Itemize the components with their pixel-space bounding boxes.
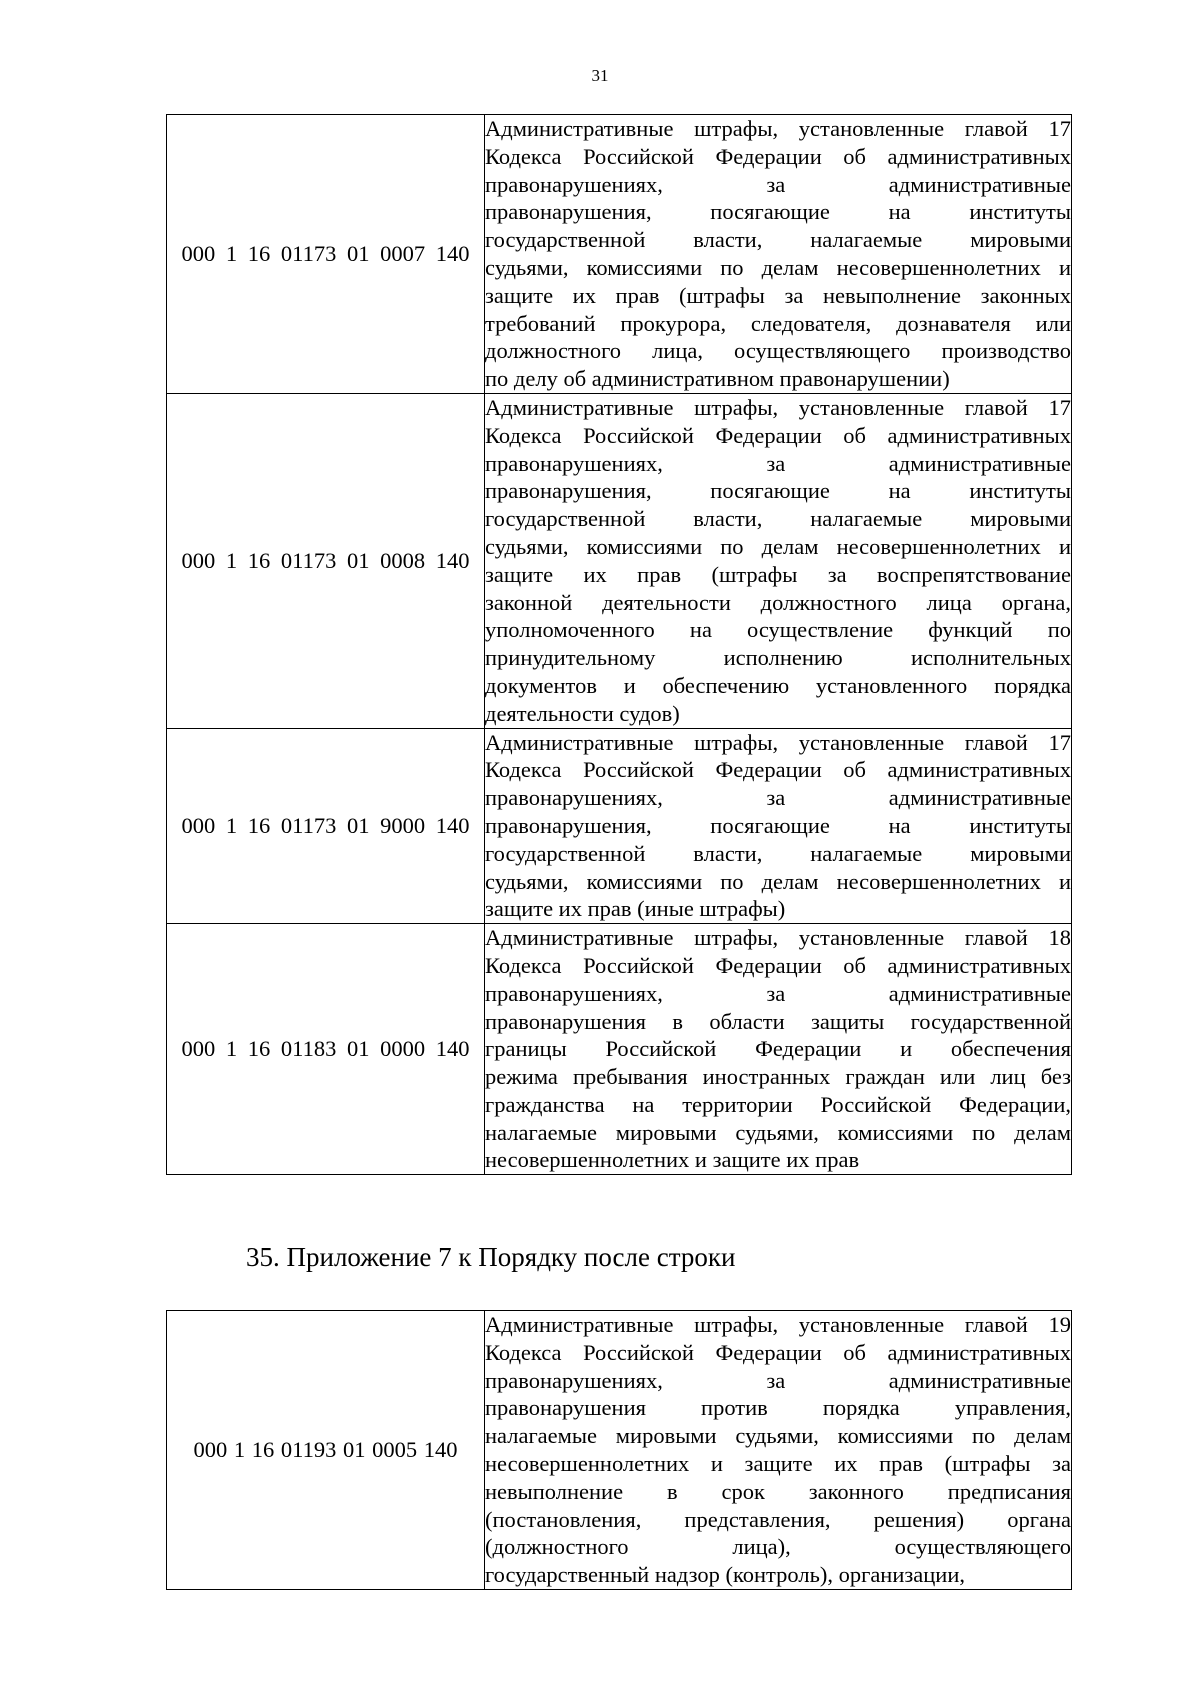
table-row [167, 1311, 1072, 1590]
table-row [167, 728, 1072, 924]
table-row [167, 115, 1072, 394]
section-heading: 35. Приложение 7 к Порядку после строки [246, 1242, 736, 1272]
table-body-bottom [167, 1311, 1072, 1590]
description-line: судьями, комиссиями по делам несовершеннолетних и [485, 533, 1071, 559]
description-line: правонарушения, посягающие на институты [485, 199, 1071, 225]
description-line: уполномоченного на осуществление функций по [485, 617, 1071, 643]
description-line: правонарушениях, за административные [485, 171, 1071, 197]
description-line: режима пребывания иностранных граждан или лиц без [485, 1064, 1071, 1090]
description-line: налагаемые мировыми судьями, комиссиями по делам [485, 1423, 1071, 1449]
description-line: документов и обеспечению установленного порядка [485, 672, 1071, 698]
description-line: правонарушения против порядка управления, [485, 1395, 1071, 1421]
description-line: судьями, комиссиями по делам несовершеннолетних и [485, 254, 1071, 280]
description-line: налагаемые мировыми судьями, комиссиями по делам [485, 1119, 1071, 1145]
description-line: правонарушениях, за административные [485, 1367, 1071, 1393]
budget-classification-code: 000 1 16 01173 01 0008 140 [167, 393, 485, 728]
description-line: требований прокурора, следователя, дознавателя или [485, 310, 1071, 336]
budget-codes-table-top [166, 114, 1072, 1175]
description-line: невыполнение в срок законного предписания [485, 1478, 1071, 1504]
description-line: защите их прав (иные штрафы) [485, 896, 786, 922]
budget-classification-code: 000 1 16 01183 01 0000 140 [167, 924, 485, 1175]
description-line: правонарушения, посягающие на институты [485, 812, 1071, 838]
description-line: должностного лица, осуществляющего производство [485, 338, 1071, 364]
budget-codes-table-bottom [166, 1310, 1072, 1590]
revenue-description [485, 924, 1072, 1175]
description-line: Административные штрафы, установленные главой 19 [485, 1312, 1071, 1337]
description-line: несовершеннолетних и защите их прав [485, 1147, 860, 1173]
description-line: деятельности судов) [485, 700, 680, 726]
table-row [167, 393, 1072, 728]
description-line: правонарушениях, за административные [485, 450, 1071, 476]
table-row [167, 924, 1072, 1175]
budget-classification-code: 000 1 16 01193 01 0005 140 [167, 1311, 485, 1590]
description-line: Кодекса Российской Федерации об административных [485, 422, 1071, 448]
description-line: Административные штрафы, установленные главой 17 [485, 116, 1071, 141]
description-line: государственной власти, налагаемые мировыми [485, 840, 1071, 866]
page-number: 31 [591, 66, 609, 85]
revenue-description [485, 1311, 1072, 1590]
description-line: государственной власти, налагаемые мировыми [485, 227, 1071, 253]
description-line: Административные штрафы, установленные главой 17 [485, 729, 1071, 755]
description-line: правонарушения, посягающие на институты [485, 478, 1071, 504]
description-line: Административные штрафы, установленные главой 17 [485, 394, 1071, 420]
description-line: законной деятельности должностного лица органа, [485, 589, 1071, 615]
description-line: по делу об административном правонарушении) [485, 366, 950, 392]
revenue-description [485, 393, 1072, 728]
description-line: Кодекса Российской Федерации об административных [485, 1339, 1071, 1365]
description-line: защите их прав (штрафы за невыполнение законных [485, 282, 1071, 308]
revenue-description [485, 115, 1072, 394]
description-line: (должностного лица), осуществляющего [485, 1534, 1071, 1560]
description-line: Административные штрафы, установленные главой 18 [485, 925, 1071, 951]
description-line: государственный надзор (контроль), организации, [485, 1562, 966, 1588]
description-line: гражданства на территории Российской Федерации, [485, 1091, 1071, 1117]
description-line: правонарушения в области защиты государственной [485, 1008, 1071, 1034]
table-body-top [167, 115, 1072, 1175]
description-line: границы Российской Федерации и обеспечения [485, 1036, 1071, 1062]
description-line: Кодекса Российской Федерации об административных [485, 143, 1071, 169]
description-line: принудительному исполнению исполнительных [485, 645, 1071, 671]
description-line: правонарушениях, за административные [485, 980, 1071, 1006]
description-line: Кодекса Российской Федерации об административных [485, 757, 1071, 783]
description-line: защите их прав (штрафы за воспрепятствование [485, 561, 1071, 587]
budget-classification-code: 000 1 16 01173 01 0007 140 [167, 115, 485, 394]
description-line: Кодекса Российской Федерации об административных [485, 952, 1071, 978]
description-line: правонарушениях, за административные [485, 785, 1071, 811]
description-line: несовершеннолетних и защите их прав (штрафы за [485, 1450, 1071, 1476]
description-line: (постановления, представления, решения) органа [485, 1506, 1071, 1532]
description-line: государственной власти, налагаемые мировыми [485, 506, 1071, 532]
revenue-description [485, 728, 1072, 924]
budget-classification-code: 000 1 16 01173 01 9000 140 [167, 728, 485, 924]
description-line: судьями, комиссиями по делам несовершеннолетних и [485, 868, 1071, 894]
